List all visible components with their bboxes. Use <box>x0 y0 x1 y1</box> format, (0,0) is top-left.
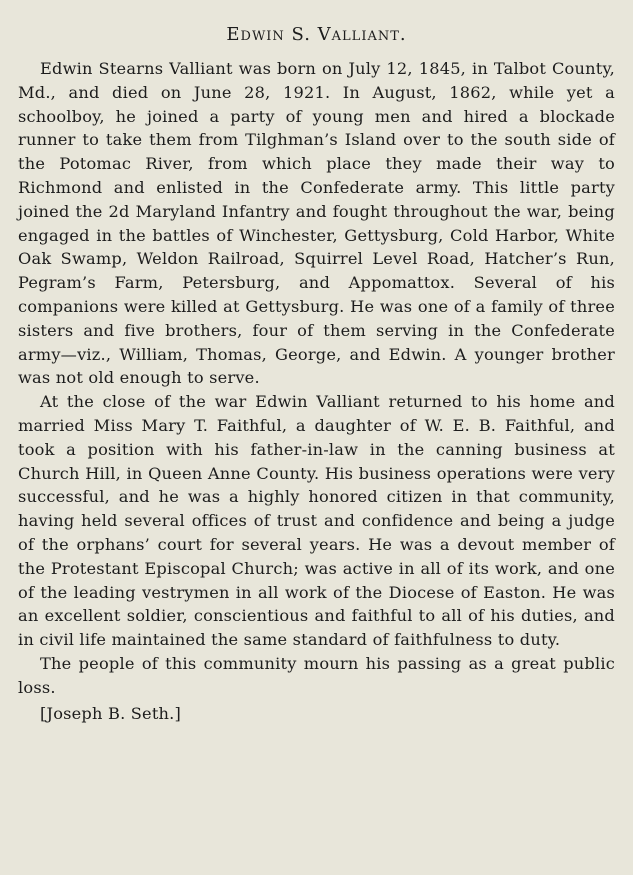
body-paragraph-1: Edwin Stearns Valliant was born on July 12, 1845, in Talbot County, Md., and died on June 28, 1921. In August, 1862, while yet a schoolboy, he joined a party of young men and hired a blockade runner to take them from Tilghman’s Island over to the south side of the Potomac River, from which place they made their way to Richmond and enlisted in the Confederate army. This little party joined the 2d Maryland Infantry and fought throughout the war, being engaged in the battles of Winchester, Gettysburg, Cold Harbor, White Oak Swamp, Weldon Railroad, Squirrel Level Road, Hatcher’s Run, Pegram’s Farm, Petersburg, and Appomattox. Several of his companions were killed at Gettysburg. He was one of a family of three sisters and five brothers, four of them serving in the Confederate army—viz., William, Thomas, George, and Edwin. A younger brother was not old enough to serve. <box>18 59 615 388</box>
body-paragraph-3: The people of this community mourn his passing as a great public loss. <box>18 653 615 697</box>
body-paragraph-2: At the close of the war Edwin Valliant returned to his home and married Miss Mary T. Faithful, a daughter of W. E. B. Faithful, and took a position with his father-in-law in the canning business at Church Hill, in Queen Anne County. His business operations were very successful, and he was a highly honored citizen in that community, having held several offices of trust and confidence and being a judge of the orphans’ court for several years. He was a devout member of the Protestant Episcopal Church; was active in all of its work, and one of the leading vestrymen in all work of the Diocese of Easton. He was an excellent soldier, conscientious and faithful to all of his duties, and in civil life maintained the same standard of faithfulness to duty. <box>18 392 615 650</box>
page-title: Edwin S. Valliant. <box>226 24 407 45</box>
author-signature: [Joseph B. Seth.] <box>40 703 182 723</box>
